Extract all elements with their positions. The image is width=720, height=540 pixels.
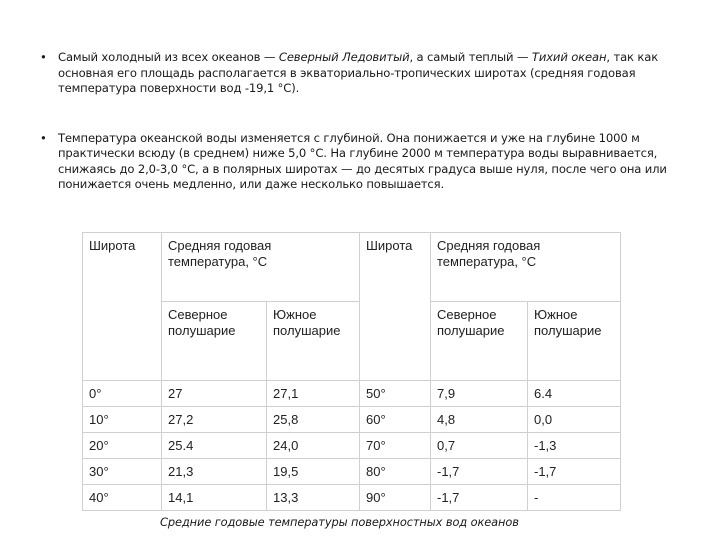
table-cell: 0,7 [431,433,528,459]
header-southern-hemisphere-2: Южное полушарие [528,302,621,381]
table-cell: 27,1 [267,381,360,407]
table-row [83,485,621,511]
table-header-row [83,233,621,302]
table-cell: 24,0 [267,433,360,459]
header-average-temperature-2: Средняя годовая температура, °С [431,233,621,302]
bullet-item-coldest-warmest [38,50,678,97]
table-cell: 40° [83,485,162,511]
table-cell: -1,3 [528,433,621,459]
arctic-ocean-name: Северный Ледовитый [278,50,410,64]
table-cell: 10° [83,407,162,433]
table-cell: 27 [162,381,267,407]
header-southern-hemisphere: Южное полушарие [267,302,360,381]
table-cell: 21,3 [162,459,267,485]
table-cell: 7,9 [431,381,528,407]
table-cell: -1,7 [431,485,528,511]
table-cell: 25,8 [267,407,360,433]
bullet-marker: • [40,50,47,64]
header-latitude: Широта [83,233,162,381]
bullet-text: Температура океанской воды изменяется с глубиной. Она понижается и уже на глубине 1000 м практически всюду (в среднем) ниже 5,0 °С. На глубине 2000 м температура воды выравнивается, снижаясь до 2,0-3,0 °С, а в полярных широтах — до десятых градуса выше нуля, после чего она или понижается очень медленно, или даже несколько повышается. [58,130,667,191]
table-row [83,407,621,433]
table-cell: 6.4 [528,381,621,407]
table-cell: 0,0 [528,407,621,433]
table-row [83,433,621,459]
table-cell: 25.4 [162,433,267,459]
bullet-text-part: Самый холодный из всех океанов — [58,50,279,64]
table-cell: -1,7 [431,459,528,485]
table-cell: 90° [360,485,431,511]
table-cell: 30° [83,459,162,485]
bullet-list [38,50,678,193]
table-cell: 20° [83,433,162,459]
bullet-marker: • [40,130,47,145]
table-row [83,381,621,407]
header-latitude-2: Широта [360,233,431,381]
bullet-text-part: , так как основная его площадь располагается в экваториально-тропических широтах (средняя годовая температура поверхности вод -19,1 °С). [58,50,659,95]
table-cell: - [528,485,621,511]
table-cell: 0° [83,381,162,407]
table-cell: 80° [360,459,431,485]
table-cell: 27,2 [162,407,267,433]
table-cell: 4,8 [431,407,528,433]
table-row [83,459,621,485]
bullet-item-depth-temperature [38,131,678,193]
table-cell: 60° [360,407,431,433]
table-cell: -1,7 [528,459,621,485]
table-cell: 13,3 [267,485,360,511]
ocean-temperature-table [82,232,621,511]
table-caption: Средние годовые температуры поверхностных вод океанов [160,515,519,529]
table-cell: 70° [360,433,431,459]
table-cell: 50° [360,381,431,407]
table-cell: 19,5 [267,459,360,485]
pacific-ocean-name: Тихий океан [531,50,607,64]
header-average-temperature: Средняя годовая температура, °С [162,233,360,302]
bullet-text-part: , а самый теплый — [409,50,532,64]
table-cell: 14,1 [162,485,267,511]
header-northern-hemisphere: Северное полушарие [162,302,267,381]
table-subheader-row [83,302,621,381]
header-northern-hemisphere-2: Северное полушарие [431,302,528,381]
